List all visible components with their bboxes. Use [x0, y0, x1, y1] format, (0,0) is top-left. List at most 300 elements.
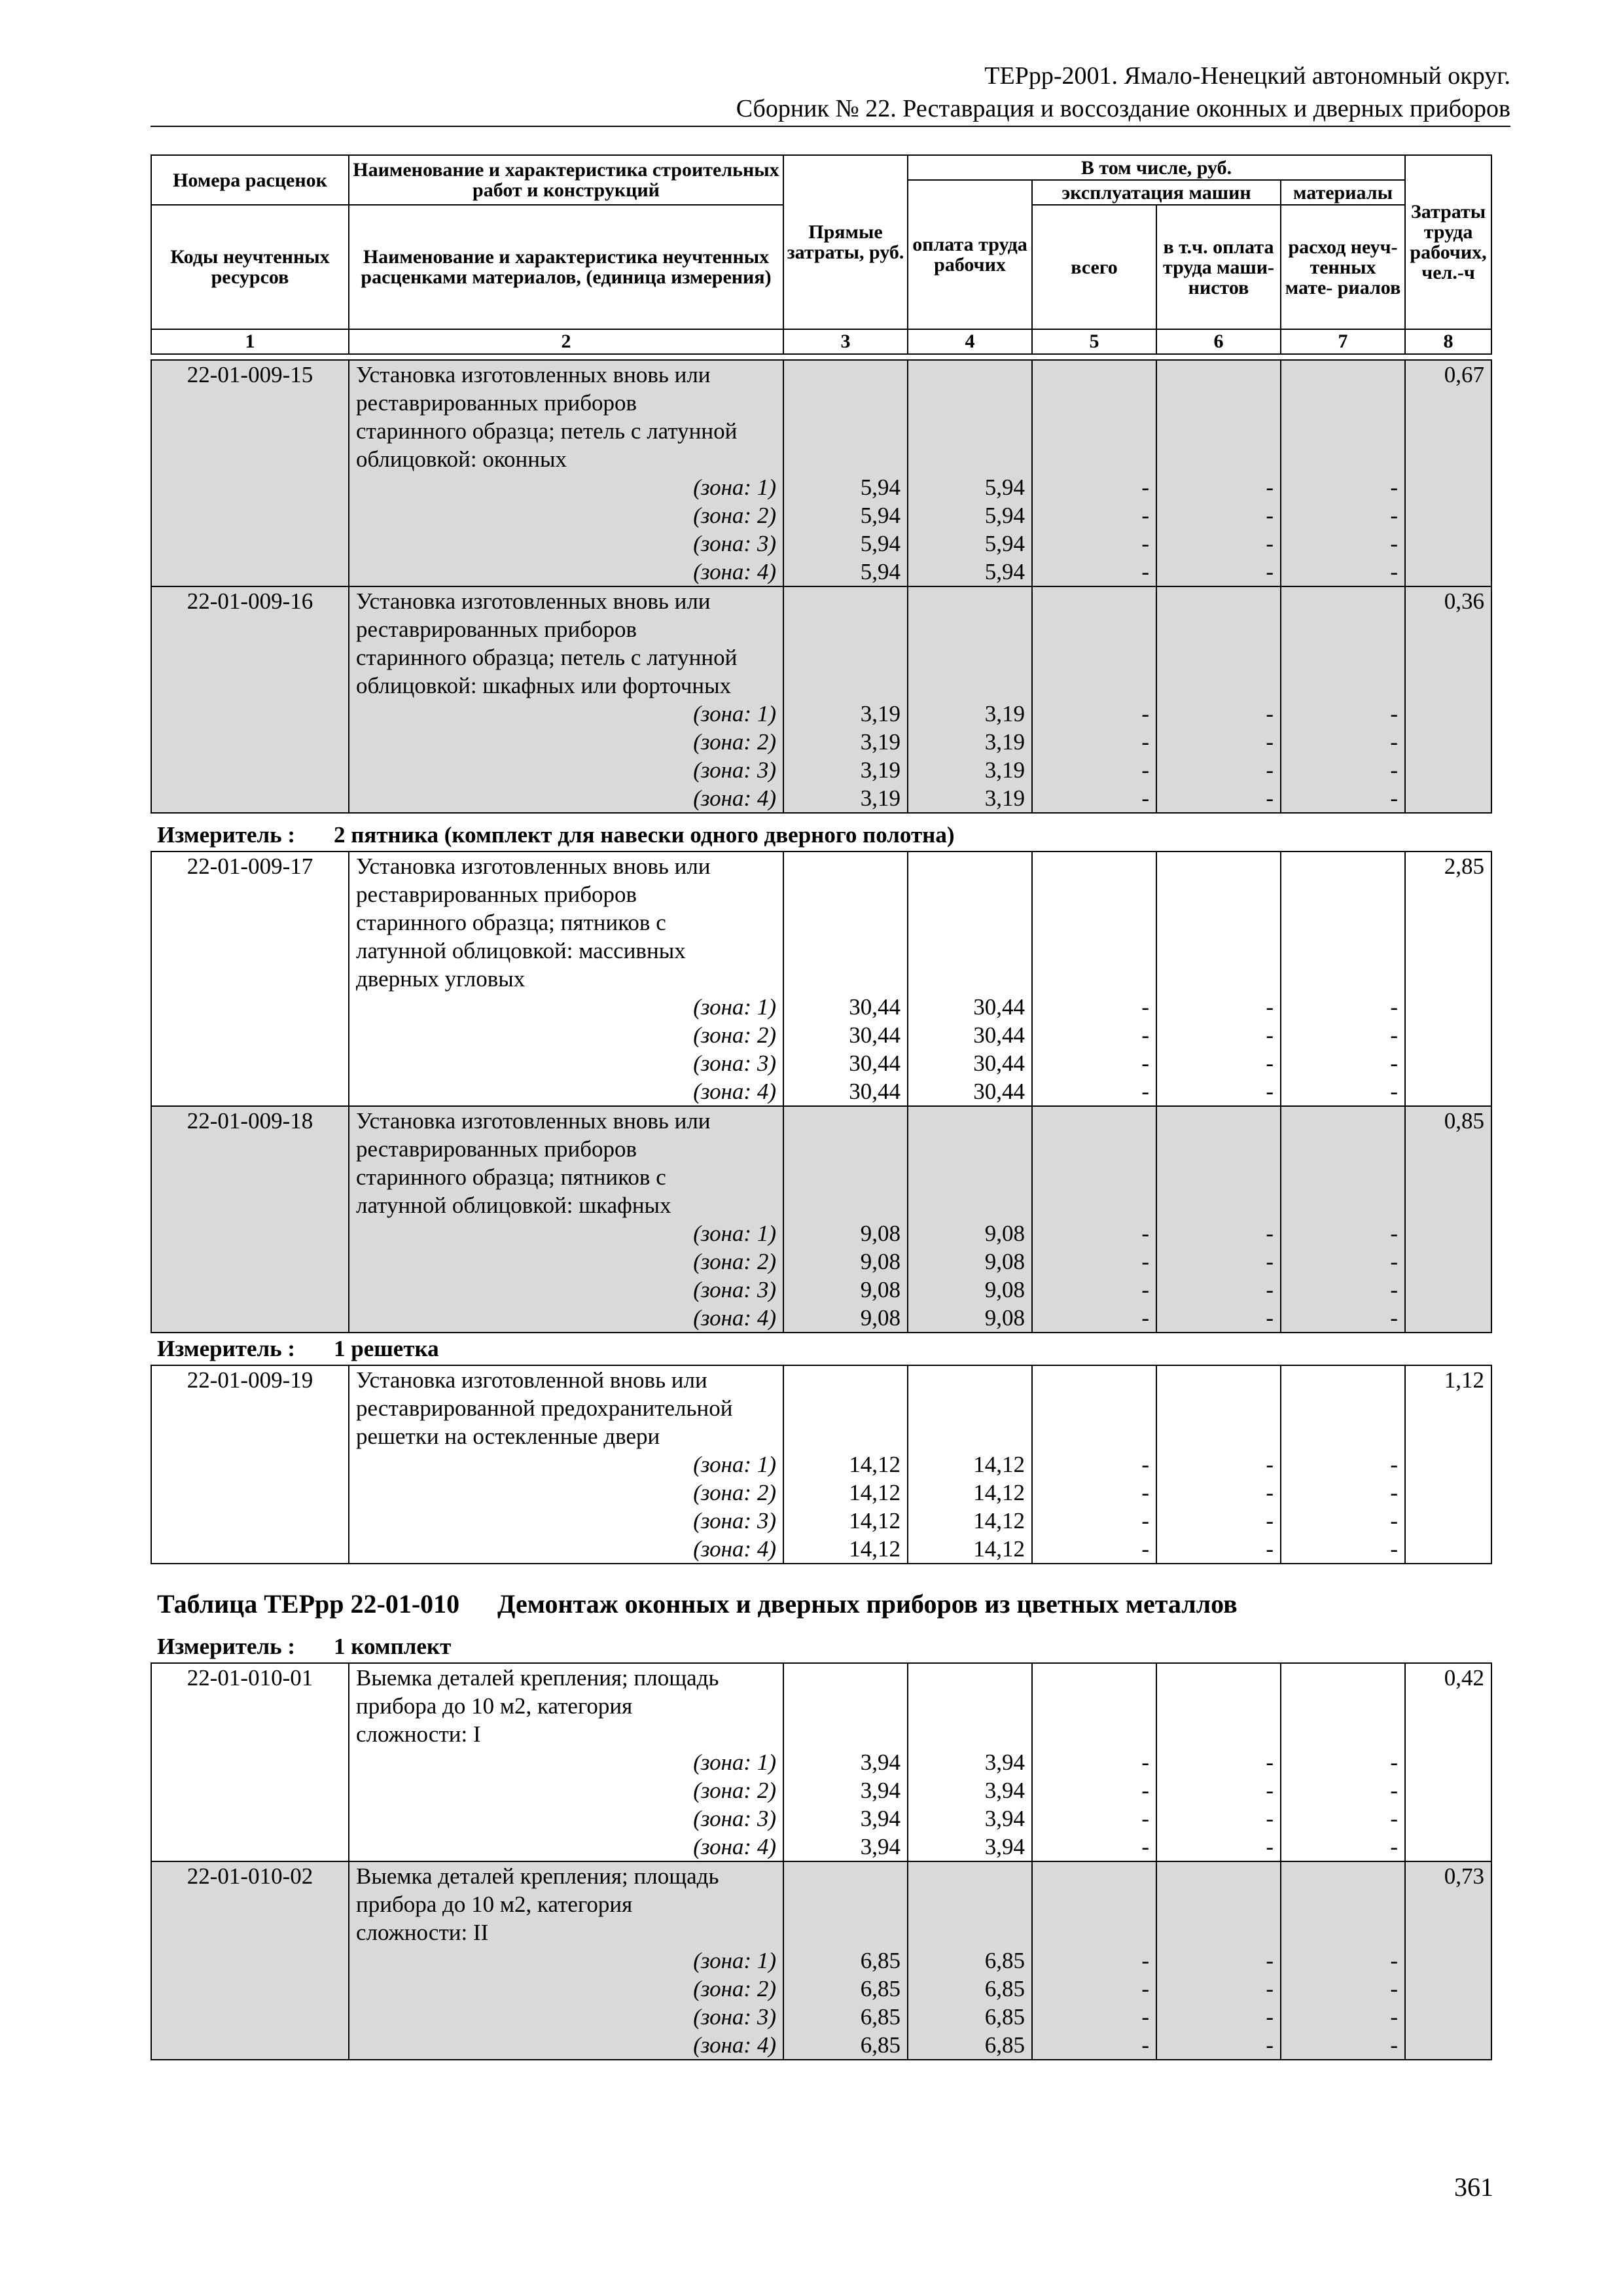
work-description-line: облицовкой: оконных: [349, 445, 783, 473]
zone-label: (зона: 2): [349, 501, 783, 529]
work-description-line: старинного образца; пятников с: [349, 1163, 783, 1191]
empty-cell: [1032, 1163, 1156, 1191]
labor-cost-cell: [1405, 1890, 1491, 1918]
empty-cell: [1032, 965, 1156, 993]
empty-cell: [1405, 993, 1491, 1021]
empty-cell: [1032, 908, 1156, 937]
empty-cell: [1281, 643, 1405, 672]
zone-label: (зона: 1): [349, 1450, 783, 1479]
machines-total-cell: -: [1032, 756, 1156, 784]
col-number: 4: [908, 329, 1032, 354]
empty-cell: [1032, 937, 1156, 965]
empty-cell: [908, 852, 1032, 880]
empty-cell: [1156, 908, 1281, 937]
materials-cell: -: [1281, 1804, 1405, 1833]
empty-cell: [1156, 445, 1281, 473]
rate-code-cell: 22-01-009-15: [151, 360, 349, 389]
table-row: [151, 360, 1491, 389]
machines-header: эксплуатация машин: [1032, 180, 1281, 205]
materials-cell: -: [1281, 1479, 1405, 1507]
empty-cell: [908, 417, 1032, 445]
empty-cell: [1405, 1507, 1491, 1535]
table-row: [151, 1077, 1491, 1106]
rate-code-cell: [151, 615, 349, 643]
empty-cell: [908, 1135, 1032, 1163]
empty-cell: [1156, 643, 1281, 672]
empty-cell: [908, 445, 1032, 473]
machines-total-cell: -: [1032, 784, 1156, 813]
empty-cell: [1032, 615, 1156, 643]
machines-total-cell: -: [1032, 529, 1156, 558]
machines-total-cell: -: [1032, 1450, 1156, 1479]
zone-label: (зона: 2): [349, 728, 783, 756]
rate-code-cell: [151, 1191, 349, 1219]
empty-cell: [1156, 417, 1281, 445]
empty-cell: [1156, 1422, 1281, 1450]
empty-cell: [1405, 700, 1491, 728]
worker-pay-cell: 6,85: [908, 2031, 1032, 2060]
table-row: [151, 1191, 1491, 1219]
empty-cell: [783, 1861, 908, 1890]
empty-cell: [1281, 1365, 1405, 1394]
empty-cell: [1281, 1861, 1405, 1890]
table-row: [151, 937, 1491, 965]
labor-cost-cell: [1405, 1692, 1491, 1720]
work-description-line: реставрированной предохранительной: [349, 1394, 783, 1422]
rate-code-cell: [151, 965, 349, 993]
direct-cost-cell: 3,94: [783, 1748, 908, 1776]
table-row: [151, 1106, 1491, 1135]
empty-cell: [908, 389, 1032, 417]
labor-cost-cell: [1405, 643, 1491, 672]
worker-pay-cell: 9,08: [908, 1276, 1032, 1304]
table-row: [151, 1219, 1491, 1247]
materials-cell: -: [1281, 473, 1405, 501]
table-row: [151, 1450, 1491, 1479]
labor-cost-cell: [1405, 445, 1491, 473]
rate-code-cell: [151, 1304, 349, 1333]
empty-cell: [1405, 473, 1491, 501]
table-row: [151, 1663, 1491, 1692]
empty-cell: [1032, 880, 1156, 908]
machines-total-cell: -: [1032, 728, 1156, 756]
materials-cell: -: [1281, 1507, 1405, 1535]
empty-cell: [908, 1890, 1032, 1918]
table-row: [151, 1890, 1491, 1918]
machinist-pay-cell: -: [1156, 473, 1281, 501]
machinist-pay-cell: -: [1156, 1021, 1281, 1049]
materials-cell: -: [1281, 1219, 1405, 1247]
empty-cell: [1156, 1663, 1281, 1692]
rate-code-cell: [151, 1507, 349, 1535]
worker-pay-cell: 30,44: [908, 1021, 1032, 1049]
rate-code-cell: 22-01-009-19: [151, 1365, 349, 1394]
materials-cell: -: [1281, 1833, 1405, 1861]
rate-code-cell: [151, 1833, 349, 1861]
rate-code-cell: [151, 473, 349, 501]
empty-cell: [1281, 937, 1405, 965]
empty-cell: [1405, 1021, 1491, 1049]
empty-cell: [1405, 1748, 1491, 1776]
table-row: [151, 1163, 1491, 1191]
empty-cell: [783, 1692, 908, 1720]
empty-cell: [783, 360, 908, 389]
table-title-text: Демонтаж оконных и дверных приборов из цветных металлов: [497, 1589, 1238, 1619]
table-row: [151, 756, 1491, 784]
measure-value: 1 комплект: [334, 1634, 452, 1659]
zone-label: (зона: 4): [349, 1304, 783, 1333]
machinist-pay-cell: -: [1156, 1077, 1281, 1106]
work-description-line: реставрированных приборов: [349, 1135, 783, 1163]
empty-cell: [783, 852, 908, 880]
machinist-pay-cell: -: [1156, 2003, 1281, 2031]
empty-cell: [783, 1663, 908, 1692]
empty-cell: [783, 1106, 908, 1135]
empty-cell: [1156, 852, 1281, 880]
rate-code-cell: [151, 1535, 349, 1564]
materials-cell: -: [1281, 1975, 1405, 2003]
rate-code-cell: [151, 1804, 349, 1833]
col3-header: Прямые затраты, руб.: [783, 155, 908, 329]
worker-pay-cell: 6,85: [908, 1946, 1032, 1975]
table-row: [151, 1021, 1491, 1049]
labor-cost-cell: 0,67: [1405, 360, 1491, 389]
table-row: [151, 880, 1491, 908]
direct-cost-cell: 14,12: [783, 1535, 908, 1564]
rate-code-cell: [151, 672, 349, 700]
worker-pay-cell: 3,19: [908, 756, 1032, 784]
empty-cell: [1281, 1890, 1405, 1918]
header-rule: [151, 126, 1510, 127]
empty-cell: [1156, 937, 1281, 965]
machinist-pay-cell: -: [1156, 728, 1281, 756]
machines-total-cell: -: [1032, 1748, 1156, 1776]
direct-cost-cell: 3,94: [783, 1833, 908, 1861]
table-row: [151, 852, 1491, 880]
table-row: [151, 1049, 1491, 1077]
empty-cell: [1405, 1804, 1491, 1833]
machinist-pay-cell: -: [1156, 558, 1281, 586]
labor-cost-cell: 0,85: [1405, 1106, 1491, 1135]
direct-cost-cell: 30,44: [783, 993, 908, 1021]
rate-code-cell: [151, 1946, 349, 1975]
materials-cell: -: [1281, 558, 1405, 586]
empty-cell: [908, 1663, 1032, 1692]
empty-cell: [783, 615, 908, 643]
rate-code-cell: [151, 880, 349, 908]
materials-cell: -: [1281, 529, 1405, 558]
labor-cost-cell: [1405, 1135, 1491, 1163]
direct-cost-cell: 5,94: [783, 473, 908, 501]
including-header: В том числе, руб.: [908, 155, 1405, 180]
col1-bottom-header: Коды неучтенных ресурсов: [151, 205, 349, 329]
work-description-line: прибора до 10 м2, категория: [349, 1692, 783, 1720]
worker-pay-cell: 14,12: [908, 1479, 1032, 1507]
empty-cell: [1281, 672, 1405, 700]
direct-cost-cell: 6,85: [783, 2003, 908, 2031]
table-row: [151, 501, 1491, 529]
col2-bottom-header: Наименование и характеристика неучтенных расценками материалов, (единица измерения): [349, 205, 783, 329]
direct-cost-cell: 14,12: [783, 1450, 908, 1479]
labor-cost-cell: [1405, 389, 1491, 417]
empty-cell: [783, 1890, 908, 1918]
zone-label: (зона: 3): [349, 1049, 783, 1077]
empty-cell: [908, 586, 1032, 615]
worker-pay-cell: 5,94: [908, 529, 1032, 558]
rate-code-cell: [151, 1077, 349, 1106]
empty-cell: [1405, 1535, 1491, 1564]
empty-cell: [908, 880, 1032, 908]
materials-cell: -: [1281, 2031, 1405, 2060]
worker-pay-cell: 30,44: [908, 1049, 1032, 1077]
rate-code-cell: [151, 417, 349, 445]
col-number: 5: [1032, 329, 1156, 354]
direct-cost-cell: 6,85: [783, 2031, 908, 2060]
empty-cell: [908, 965, 1032, 993]
zone-label: (зона: 4): [349, 1535, 783, 1564]
direct-cost-cell: 14,12: [783, 1479, 908, 1507]
rate-code-cell: [151, 1748, 349, 1776]
running-header-line1: ТЕРрр-2001. Ямало-Ненецкий автономный округ.: [984, 62, 1510, 90]
labor-cost-cell: [1405, 672, 1491, 700]
direct-cost-cell: 30,44: [783, 1077, 908, 1106]
empty-cell: [1032, 1663, 1156, 1692]
machines-total-cell: -: [1032, 473, 1156, 501]
empty-cell: [1032, 1394, 1156, 1422]
machinist-pay-cell: -: [1156, 1776, 1281, 1804]
labor-cost-cell: [1405, 1394, 1491, 1422]
col1-top-header: Номера расценок: [151, 155, 349, 205]
machines-total-cell: -: [1032, 700, 1156, 728]
worker-pay-cell: 3,94: [908, 1776, 1032, 1804]
table-row: [151, 1776, 1491, 1804]
direct-cost-cell: 30,44: [783, 1049, 908, 1077]
empty-cell: [908, 937, 1032, 965]
direct-cost-cell: 14,12: [783, 1507, 908, 1535]
machinist-pay-cell: -: [1156, 1219, 1281, 1247]
worker-pay-cell: 6,85: [908, 1975, 1032, 2003]
empty-cell: [1405, 1247, 1491, 1276]
rate-code-cell: [151, 1890, 349, 1918]
rate-code-cell: [151, 1394, 349, 1422]
rate-code-cell: [151, 445, 349, 473]
rate-code-cell: [151, 728, 349, 756]
direct-cost-cell: 9,08: [783, 1276, 908, 1304]
empty-cell: [1156, 360, 1281, 389]
worker-pay-cell: 5,94: [908, 501, 1032, 529]
direct-cost-cell: 30,44: [783, 1021, 908, 1049]
table-row: [151, 1918, 1491, 1946]
measure-label: Измеритель :: [157, 822, 296, 848]
machinist-pay-cell: -: [1156, 1535, 1281, 1564]
col-number: 6: [1156, 329, 1281, 354]
worker-pay-cell: 9,08: [908, 1304, 1032, 1333]
empty-cell: [783, 1191, 908, 1219]
table-row: [151, 1804, 1491, 1833]
machinist-pay-cell: -: [1156, 1247, 1281, 1276]
table-row: [151, 586, 1491, 615]
labor-cost-cell: [1405, 1918, 1491, 1946]
empty-cell: [1405, 501, 1491, 529]
zone-label: (зона: 2): [349, 1479, 783, 1507]
labor-cost-cell: [1405, 1720, 1491, 1748]
direct-cost-cell: 3,19: [783, 728, 908, 756]
table-row: [151, 1276, 1491, 1304]
machines-total-cell: -: [1032, 2031, 1156, 2060]
rate-code-cell: [151, 1163, 349, 1191]
labor-cost-cell: 1,12: [1405, 1365, 1491, 1394]
direct-cost-cell: 6,85: [783, 1946, 908, 1975]
table-row: [151, 700, 1491, 728]
empty-cell: [1405, 1450, 1491, 1479]
machinist-pay-cell: -: [1156, 700, 1281, 728]
empty-cell: [908, 1191, 1032, 1219]
rate-code-cell: 22-01-010-01: [151, 1663, 349, 1692]
work-description-line: сложности: II: [349, 1918, 783, 1946]
rate-code-cell: [151, 389, 349, 417]
work-description-line: решетки на остекленные двери: [349, 1422, 783, 1450]
work-description-line: дверных угловых: [349, 965, 783, 993]
table-row: [151, 965, 1491, 993]
worker-pay-cell: 14,12: [908, 1507, 1032, 1535]
empty-cell: [1032, 1720, 1156, 1748]
empty-cell: [1032, 1861, 1156, 1890]
rate-code-cell: [151, 1049, 349, 1077]
rates-table-section-d: [151, 1662, 1492, 2060]
col-number: 7: [1281, 329, 1405, 354]
empty-cell: [1156, 965, 1281, 993]
work-description-line: старинного образца; пятников с: [349, 908, 783, 937]
rate-code-cell: [151, 1422, 349, 1450]
empty-cell: [1281, 389, 1405, 417]
empty-cell: [908, 1163, 1032, 1191]
rate-code-cell: [151, 908, 349, 937]
table-row: [151, 389, 1491, 417]
work-description-line: сложности: I: [349, 1720, 783, 1748]
empty-cell: [1281, 1663, 1405, 1692]
empty-cell: [1405, 1077, 1491, 1106]
work-description-line: Установка изготовленных вновь или: [349, 360, 783, 389]
rate-code-cell: [151, 1975, 349, 2003]
empty-cell: [1281, 1163, 1405, 1191]
worker-pay-cell: 14,12: [908, 1450, 1032, 1479]
machines-total-cell: -: [1032, 1021, 1156, 1049]
empty-cell: [1156, 1720, 1281, 1748]
empty-cell: [1281, 1191, 1405, 1219]
table-row: [151, 1946, 1491, 1975]
worker-pay-cell: 5,94: [908, 558, 1032, 586]
table-row: [151, 615, 1491, 643]
rate-code-cell: [151, 937, 349, 965]
rate-code-cell: [151, 1247, 349, 1276]
machines-total-cell: -: [1032, 1975, 1156, 2003]
empty-cell: [783, 672, 908, 700]
empty-cell: [783, 389, 908, 417]
empty-cell: [1032, 1191, 1156, 1219]
materials-cell: -: [1281, 1021, 1405, 1049]
materials-cell: -: [1281, 756, 1405, 784]
materials-cell: -: [1281, 728, 1405, 756]
table-row: [151, 1975, 1491, 2003]
empty-cell: [1156, 1890, 1281, 1918]
zone-label: (зона: 1): [349, 1219, 783, 1247]
zone-label: (зона: 1): [349, 1946, 783, 1975]
materials-cell: -: [1281, 1776, 1405, 1804]
rate-code-cell: [151, 529, 349, 558]
materials-cell: -: [1281, 1748, 1405, 1776]
rate-code-cell: [151, 1720, 349, 1748]
table-row: [151, 1861, 1491, 1890]
empty-cell: [783, 937, 908, 965]
table-row: [151, 672, 1491, 700]
machinist-pay-cell: -: [1156, 784, 1281, 813]
measure-unit-row-2: [157, 1335, 439, 1363]
work-description-line: реставрированных приборов: [349, 615, 783, 643]
machinist-pay-cell: -: [1156, 993, 1281, 1021]
measure-unit-row-1: [157, 821, 955, 849]
table-row: [151, 2031, 1491, 2060]
zone-label: (зона: 2): [349, 1247, 783, 1276]
empty-cell: [908, 1861, 1032, 1890]
table-row: [151, 993, 1491, 1021]
labor-cost-cell: [1405, 417, 1491, 445]
table-row: [151, 1135, 1491, 1163]
labor-cost-cell: 2,85: [1405, 852, 1491, 880]
machinist-pay-cell: -: [1156, 501, 1281, 529]
zone-label: (зона: 3): [349, 1507, 783, 1535]
empty-cell: [783, 445, 908, 473]
table-row: [151, 908, 1491, 937]
work-description-line: реставрированных приборов: [349, 880, 783, 908]
work-description-line: Установка изготовленных вновь или: [349, 852, 783, 880]
rate-code-cell: [151, 1479, 349, 1507]
zone-label: (зона: 1): [349, 993, 783, 1021]
rate-code-cell: [151, 643, 349, 672]
materials-cell: -: [1281, 1276, 1405, 1304]
work-description-line: реставрированных приборов: [349, 389, 783, 417]
machinist-pay-cell: -: [1156, 1833, 1281, 1861]
table-row: [151, 784, 1491, 813]
rate-code-cell: [151, 1135, 349, 1163]
empty-cell: [1281, 586, 1405, 615]
machines-total-cell: -: [1032, 1535, 1156, 1564]
empty-cell: [783, 1365, 908, 1394]
machinist-pay-cell: -: [1156, 1479, 1281, 1507]
zone-label: (зона: 1): [349, 1748, 783, 1776]
empty-cell: [1405, 1049, 1491, 1077]
empty-cell: [1032, 1106, 1156, 1135]
zone-label: (зона: 2): [349, 1021, 783, 1049]
materials-cell: -: [1281, 1535, 1405, 1564]
empty-cell: [908, 1365, 1032, 1394]
materials-cell: -: [1281, 993, 1405, 1021]
work-description-line: Выемка деталей крепления; площадь: [349, 1861, 783, 1890]
empty-cell: [908, 1422, 1032, 1450]
rate-code-cell: 22-01-009-16: [151, 586, 349, 615]
machinist-pay-cell: -: [1156, 756, 1281, 784]
direct-cost-cell: 6,85: [783, 1975, 908, 2003]
worker-pay-cell: 5,94: [908, 473, 1032, 501]
col6-header: в т.ч. оплата труда маши- нистов: [1156, 205, 1281, 329]
machines-total-cell: -: [1032, 1804, 1156, 1833]
direct-cost-cell: 5,94: [783, 501, 908, 529]
labor-cost-cell: 0,73: [1405, 1861, 1491, 1890]
empty-cell: [1281, 1918, 1405, 1946]
worker-pay-cell: 14,12: [908, 1535, 1032, 1564]
table-row: [151, 728, 1491, 756]
empty-cell: [1032, 643, 1156, 672]
empty-cell: [1032, 672, 1156, 700]
